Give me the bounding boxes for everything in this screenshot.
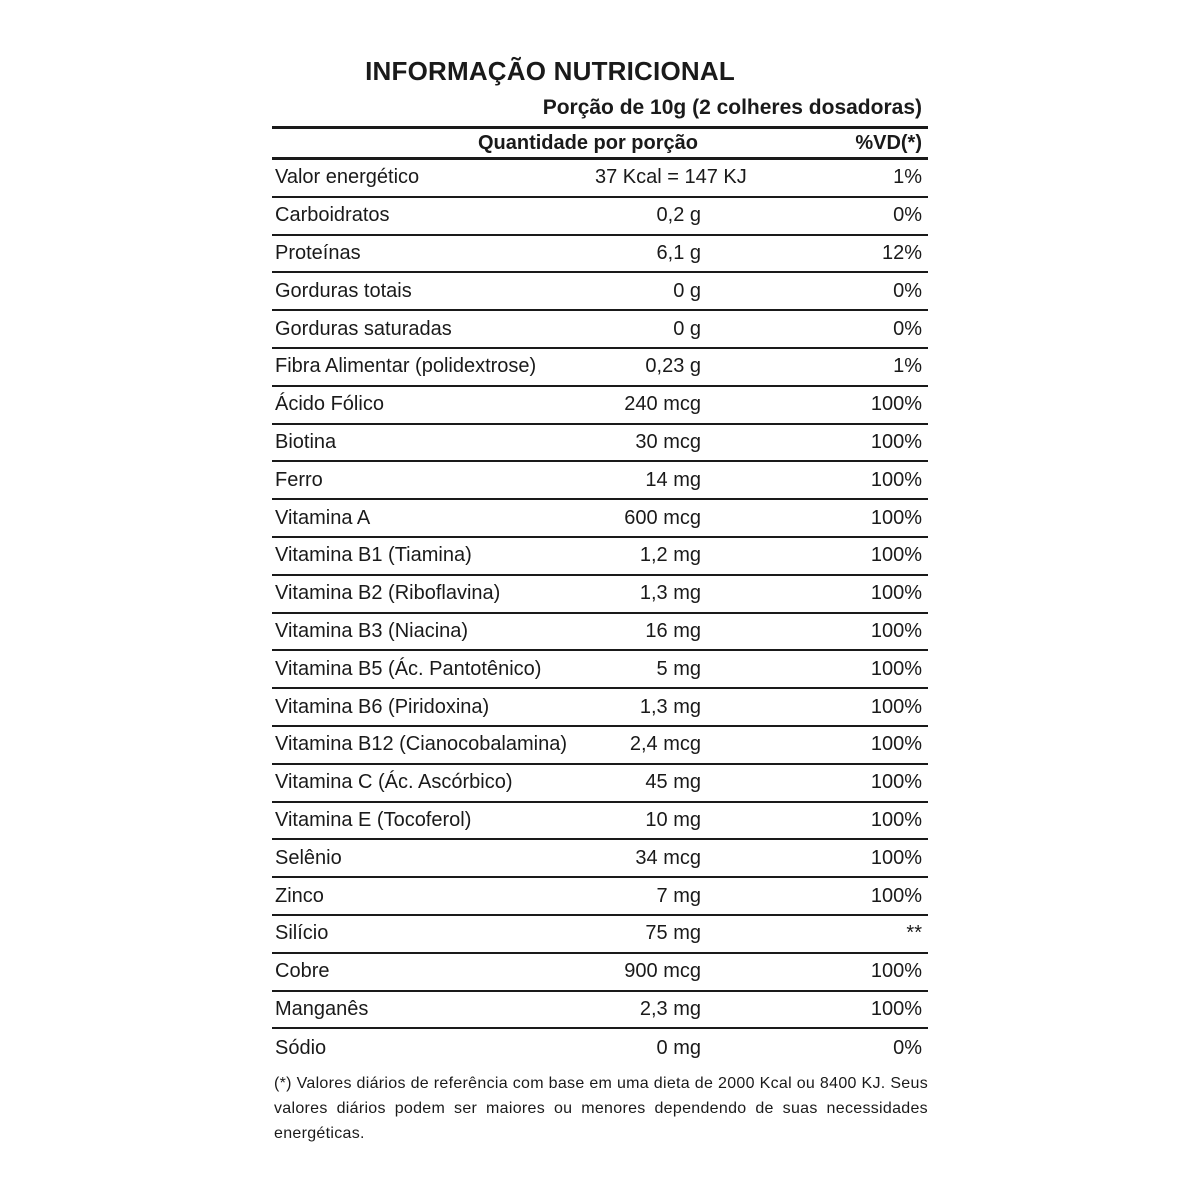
nutrient-daily-value: 100% [870,619,922,642]
nutrient-name: Valor energético [275,166,420,189]
nutrient-quantity: 37 Kcal = 147 KJ [595,166,747,189]
nutrient-quantity: 16 mg [645,619,701,642]
table-row [272,462,928,500]
footnote: (*) Valores diários de referência com base em uma dieta de 2000 Kcal ou 8400 KJ. Seus valores diários podem ser maiores ou menores dependendo de suas necessidades energéticas. [274,1075,928,1143]
table-row [272,236,928,274]
header-daily-value: %VD(*) [855,131,922,154]
nutrient-quantity: 7 mg [656,884,701,907]
nutrient-daily-value: 100% [870,657,922,680]
nutrient-quantity: 34 mcg [635,846,701,869]
nutrient-daily-value: 0% [893,204,922,227]
table-row [272,387,928,425]
nutrient-name: Carboidratos [275,204,390,227]
nutrient-quantity: 900 mcg [624,960,701,983]
nutrient-daily-value: ** [906,922,922,945]
nutrient-quantity: 0 g [673,279,701,302]
table-row [272,349,928,387]
nutrient-daily-value: 100% [870,771,922,794]
nutrient-daily-value: 100% [870,544,922,567]
nutrient-name: Vitamina B12 (Cianocobalamina) [275,733,568,756]
table-row [272,954,928,992]
table-row [272,651,928,689]
table-row [272,538,928,576]
nutrient-daily-value: 100% [870,582,922,605]
table-row [272,840,928,878]
nutrient-daily-value: 12% [881,241,922,264]
nutrient-quantity: 0 g [673,317,701,340]
nutrient-name: Vitamina B6 (Piridoxina) [275,695,490,718]
nutrient-name: Vitamina B5 (Ác. Pantotênico) [275,657,542,680]
table-row [272,916,928,954]
nutrition-label [272,52,928,1146]
table-row [272,803,928,841]
nutrient-daily-value: 100% [870,506,922,529]
nutrient-name: Proteínas [275,241,361,264]
nutrient-daily-value: 100% [870,997,922,1020]
nutrient-daily-value: 100% [870,695,922,718]
table-row [272,273,928,311]
nutrient-daily-value: 100% [870,960,922,983]
nutrient-name: Ferro [275,468,323,491]
nutrient-quantity: 75 mg [645,922,701,945]
table-row [272,198,928,236]
nutrient-quantity: 30 mcg [635,430,701,453]
nutrient-name: Cobre [275,960,330,983]
nutrient-quantity: 2,4 mcg [629,733,701,756]
nutrient-table [272,160,928,1067]
table-row [272,311,928,349]
table-row [272,614,928,652]
nutrient-quantity: 6,1 g [656,241,701,264]
table-row [272,992,928,1030]
nutrient-name: Vitamina B2 (Riboflavina) [275,582,501,605]
nutrient-quantity: 0,23 g [645,355,701,378]
portion-size: Porção de 10g (2 colheres dosadoras) [542,96,922,119]
nutrient-name: Silício [275,922,329,945]
nutrient-daily-value: 100% [870,808,922,831]
nutrient-name: Vitamina B3 (Niacina) [275,619,469,642]
nutrient-quantity: 14 mg [645,468,701,491]
table-row [272,160,928,198]
nutrient-name: Ácido Fólico [275,393,384,416]
nutrient-name: Sódio [275,1036,327,1059]
nutrient-name: Fibra Alimentar (polidextrose) [275,355,537,378]
header-quantity: Quantidade por porção [477,131,698,154]
nutrient-daily-value: 0% [893,279,922,302]
nutrient-daily-value: 0% [893,317,922,340]
nutrient-daily-value: 100% [870,393,922,416]
nutrient-quantity: 0 mg [656,1036,701,1059]
nutrient-name: Biotina [275,430,337,453]
nutrient-daily-value: 0% [893,1036,922,1059]
nutrient-name: Vitamina B1 (Tiamina) [275,544,472,567]
nutrient-daily-value: 100% [870,884,922,907]
nutrient-daily-value: 100% [870,846,922,869]
nutrient-daily-value: 1% [893,166,922,189]
nutrient-name: Gorduras saturadas [275,317,452,340]
nutrient-daily-value: 100% [870,468,922,491]
nutrient-name: Vitamina C (Ác. Ascórbico) [275,771,513,794]
table-row [272,425,928,463]
nutrient-name: Manganês [275,997,369,1020]
nutrient-name: Vitamina A [275,506,371,529]
nutrient-quantity: 600 mcg [624,506,701,529]
table-row [272,576,928,614]
nutrient-quantity: 240 mcg [624,393,701,416]
nutrient-quantity: 1,2 mg [639,544,701,567]
nutrient-quantity: 1,3 mg [639,695,701,718]
table-row [272,1029,928,1067]
nutrient-quantity: 1,3 mg [639,582,701,605]
table-row [272,765,928,803]
nutrient-name: Vitamina E (Tocoferol) [275,808,472,831]
nutrient-quantity: 0,2 g [656,204,701,227]
nutrient-name: Zinco [275,884,324,907]
label-title: INFORMAÇÃO NUTRICIONAL [365,56,735,86]
nutrient-daily-value: 100% [870,430,922,453]
nutrient-quantity: 45 mg [645,771,701,794]
table-row [272,878,928,916]
nutrient-quantity: 2,3 mg [639,997,701,1020]
nutrient-daily-value: 1% [893,355,922,378]
nutrient-quantity: 10 mg [645,808,701,831]
nutrient-quantity: 5 mg [656,657,701,680]
table-row [272,689,928,727]
table-header [272,126,928,160]
nutrient-name: Gorduras totais [275,279,412,302]
table-row [272,727,928,765]
nutrient-name: Selênio [275,846,342,869]
nutrient-daily-value: 100% [870,733,922,756]
table-row [272,500,928,538]
